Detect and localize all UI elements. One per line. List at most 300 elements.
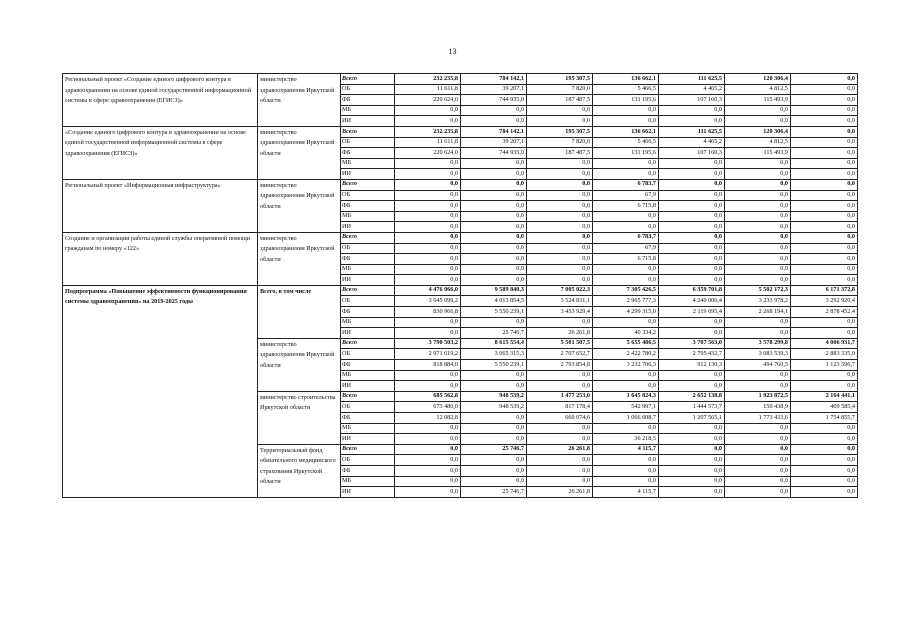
amount-cell: 3 232 706,3 bbox=[593, 360, 659, 371]
responsible-executor-cell: министерство здравоохранения Иркутской области bbox=[258, 179, 341, 232]
amount-cell: 0,0 bbox=[461, 455, 527, 466]
amount-cell: 3 707 563,0 bbox=[659, 338, 725, 349]
amount-cell: 0,0 bbox=[659, 179, 725, 190]
amount-cell: 0,0 bbox=[527, 434, 593, 445]
amount-cell: 36 218,5 bbox=[593, 434, 659, 445]
amount-cell: 0,0 bbox=[593, 158, 659, 169]
amount-cell: 0,0 bbox=[527, 201, 593, 212]
amount-cell: 0,0 bbox=[725, 317, 791, 328]
amount-cell: 0,0 bbox=[461, 381, 527, 392]
funding-source-cell: ОБ bbox=[341, 137, 395, 148]
amount-cell: 0,0 bbox=[791, 179, 858, 190]
amount-cell: 4 476 066,0 bbox=[395, 285, 461, 296]
amount-cell: 3 065 315,3 bbox=[461, 349, 527, 360]
page-number: 13 bbox=[448, 47, 457, 56]
amount-cell: 0,0 bbox=[659, 434, 725, 445]
program-name-cell: Создание и организации работы единой службы оперативной помощи гражданам по номеру «122» bbox=[63, 232, 258, 285]
amount-cell: 0,0 bbox=[593, 264, 659, 275]
amount-cell: 0,0 bbox=[659, 370, 725, 381]
amount-cell: 0,0 bbox=[461, 465, 527, 476]
amount-cell: 0,0 bbox=[725, 169, 791, 180]
amount-cell: 0,0 bbox=[659, 487, 725, 498]
amount-cell: 0,0 bbox=[659, 222, 725, 233]
program-name-cell: Подпрограмма «Повышение эффективности функционирования системы здравоохранения» на 2019-2025 годы bbox=[63, 285, 258, 497]
amount-cell: 0,0 bbox=[395, 317, 461, 328]
amount-cell: 0,0 bbox=[791, 317, 858, 328]
amount-cell: 0,0 bbox=[725, 476, 791, 487]
amount-cell: 115 493,9 bbox=[725, 148, 791, 159]
amount-cell: 0,0 bbox=[527, 211, 593, 222]
amount-cell: 120 306,4 bbox=[725, 74, 791, 85]
amount-cell: 0,0 bbox=[395, 434, 461, 445]
amount-cell: 26 261,8 bbox=[527, 487, 593, 498]
amount-cell: 7 820,0 bbox=[527, 137, 593, 148]
amount-cell: 0,0 bbox=[659, 444, 725, 455]
amount-cell: 0,0 bbox=[461, 434, 527, 445]
funding-source-cell: ОБ bbox=[341, 296, 395, 307]
funding-source-cell: ИИ bbox=[341, 222, 395, 233]
amount-cell: 0,0 bbox=[791, 95, 858, 106]
amount-cell: 817 178,4 bbox=[527, 402, 593, 413]
amount-cell: 0,0 bbox=[395, 254, 461, 265]
amount-cell: 0,0 bbox=[527, 455, 593, 466]
amount-cell: 0,0 bbox=[659, 190, 725, 201]
amount-cell: 0,0 bbox=[395, 158, 461, 169]
amount-cell: 39 207,1 bbox=[461, 137, 527, 148]
amount-cell: 4 812,5 bbox=[725, 137, 791, 148]
amount-cell: 232 235,8 bbox=[395, 74, 461, 85]
amount-cell: 25 746,7 bbox=[461, 328, 527, 339]
amount-cell: 4 465,2 bbox=[659, 137, 725, 148]
amount-cell: 136 662,1 bbox=[593, 126, 659, 137]
amount-cell: 0,0 bbox=[725, 243, 791, 254]
funding-source-cell: ИИ bbox=[341, 381, 395, 392]
amount-cell: 0,0 bbox=[395, 243, 461, 254]
amount-cell: 0,0 bbox=[791, 201, 858, 212]
amount-cell: 4 115,7 bbox=[593, 487, 659, 498]
amount-cell: 0,0 bbox=[725, 105, 791, 116]
amount-cell: 0,0 bbox=[527, 476, 593, 487]
amount-cell: 195 307,5 bbox=[527, 74, 593, 85]
funding-source-cell: ОБ bbox=[341, 190, 395, 201]
amount-cell: 1 123 596,7 bbox=[791, 360, 858, 371]
table-row bbox=[63, 179, 858, 190]
amount-cell: 784 142,1 bbox=[461, 74, 527, 85]
funding-source-cell: ФБ bbox=[341, 254, 395, 265]
amount-cell: 0,0 bbox=[395, 264, 461, 275]
funding-source-cell: Всего bbox=[341, 391, 395, 402]
amount-cell: 67,9 bbox=[593, 190, 659, 201]
responsible-executor-cell: министерство строительства Иркутской области bbox=[258, 391, 341, 444]
amount-cell: 0,0 bbox=[461, 254, 527, 265]
amount-cell: 0,0 bbox=[461, 264, 527, 275]
amount-cell: 660 074,6 bbox=[527, 413, 593, 424]
program-name-cell: Региональный проект «Создание единого цифрового контура в здравоохранении на основе единой государственной информационной системы в сфере здравоохранения (ЕГИСЗ)» bbox=[63, 74, 258, 127]
amount-cell: 1 923 872,5 bbox=[725, 391, 791, 402]
amount-cell: 3 083 539,3 bbox=[725, 349, 791, 360]
funding-source-cell: ФБ bbox=[341, 307, 395, 318]
amount-cell: 0,0 bbox=[527, 190, 593, 201]
amount-cell: 5 655 486,5 bbox=[593, 338, 659, 349]
amount-cell: 0,0 bbox=[461, 179, 527, 190]
amount-cell: 107 160,3 bbox=[659, 148, 725, 159]
amount-cell: 0,0 bbox=[395, 222, 461, 233]
amount-cell: 0,0 bbox=[725, 370, 791, 381]
amount-cell: 685 562,8 bbox=[395, 391, 461, 402]
amount-cell: 0,0 bbox=[791, 190, 858, 201]
funding-source-cell: Всего bbox=[341, 179, 395, 190]
amount-cell: 5 502 172,3 bbox=[725, 285, 791, 296]
amount-cell: 0,0 bbox=[527, 370, 593, 381]
amount-cell: 0,0 bbox=[395, 444, 461, 455]
amount-cell: 0,0 bbox=[791, 381, 858, 392]
amount-cell: 0,0 bbox=[791, 126, 858, 137]
amount-cell: 0,0 bbox=[659, 328, 725, 339]
amount-cell: 0,0 bbox=[659, 232, 725, 243]
amount-cell: 7 005 022,3 bbox=[527, 285, 593, 296]
amount-cell: 25 746,7 bbox=[461, 444, 527, 455]
amount-cell: 494 760,5 bbox=[725, 360, 791, 371]
amount-cell: 2 878 452,4 bbox=[791, 307, 858, 318]
responsible-executor-cell: министерство здравоохранения Иркутской области bbox=[258, 74, 341, 127]
amount-cell: 7 820,0 bbox=[527, 84, 593, 95]
amount-cell: 0,0 bbox=[395, 465, 461, 476]
amount-cell: 0,0 bbox=[791, 423, 858, 434]
amount-cell: 3 233 978,2 bbox=[725, 296, 791, 307]
funding-source-cell: МБ bbox=[341, 423, 395, 434]
amount-cell: 7 305 426,5 bbox=[593, 285, 659, 296]
amount-cell: 26 261,8 bbox=[527, 328, 593, 339]
amount-cell: 0,0 bbox=[593, 116, 659, 127]
amount-cell: 0,0 bbox=[791, 275, 858, 286]
amount-cell: 0,0 bbox=[725, 444, 791, 455]
amount-cell: 0,0 bbox=[791, 158, 858, 169]
amount-cell: 0,0 bbox=[395, 190, 461, 201]
amount-cell: 912 130,3 bbox=[659, 360, 725, 371]
amount-cell: 0,0 bbox=[395, 179, 461, 190]
amount-cell: 0,0 bbox=[527, 381, 593, 392]
amount-cell: 2 965 777,3 bbox=[593, 296, 659, 307]
amount-cell: 8 615 554,4 bbox=[461, 338, 527, 349]
amount-cell: 0,0 bbox=[659, 105, 725, 116]
amount-cell: 6 783,7 bbox=[593, 232, 659, 243]
amount-cell: 0,0 bbox=[725, 179, 791, 190]
amount-cell: 0,0 bbox=[791, 264, 858, 275]
amount-cell: 111 625,5 bbox=[659, 126, 725, 137]
amount-cell: 0,0 bbox=[791, 222, 858, 233]
amount-cell: 0,0 bbox=[659, 211, 725, 222]
amount-cell: 0,0 bbox=[659, 264, 725, 275]
amount-cell: 0,0 bbox=[725, 222, 791, 233]
amount-cell: 744 935,0 bbox=[461, 95, 527, 106]
amount-cell: 0,0 bbox=[725, 423, 791, 434]
amount-cell: 39 207,1 bbox=[461, 84, 527, 95]
amount-cell: 6 783,7 bbox=[593, 179, 659, 190]
amount-cell: 0,0 bbox=[791, 232, 858, 243]
funding-source-cell: МБ bbox=[341, 317, 395, 328]
amount-cell: 0,0 bbox=[593, 476, 659, 487]
amount-cell: 0,0 bbox=[461, 243, 527, 254]
table-row bbox=[63, 126, 858, 137]
amount-cell: 0,0 bbox=[395, 169, 461, 180]
amount-cell: 0,0 bbox=[461, 423, 527, 434]
amount-cell: 232 235,8 bbox=[395, 126, 461, 137]
funding-source-cell: ИИ bbox=[341, 434, 395, 445]
funding-source-cell: ИИ bbox=[341, 169, 395, 180]
funding-source-cell: ФБ bbox=[341, 201, 395, 212]
amount-cell: 0,0 bbox=[725, 434, 791, 445]
amount-cell: 2 707 652,7 bbox=[527, 349, 593, 360]
funding-source-cell: ИИ bbox=[341, 328, 395, 339]
responsible-executor-cell: министерство здравоохранения Иркутской области bbox=[258, 232, 341, 285]
amount-cell: 0,0 bbox=[395, 476, 461, 487]
amount-cell: 0,0 bbox=[527, 465, 593, 476]
responsible-executor-cell: Территориальный фонд обязательного медицинского страхования Иркутской области bbox=[258, 444, 341, 497]
amount-cell: 0,0 bbox=[527, 264, 593, 275]
amount-cell: 0,0 bbox=[527, 169, 593, 180]
amount-cell: 0,0 bbox=[527, 254, 593, 265]
funding-source-cell: ОБ bbox=[341, 243, 395, 254]
amount-cell: 6 359 701,8 bbox=[659, 285, 725, 296]
amount-cell: 744 935,0 bbox=[461, 148, 527, 159]
amount-cell: 2 119 695,4 bbox=[659, 307, 725, 318]
amount-cell: 1 444 573,7 bbox=[659, 402, 725, 413]
amount-cell: 150 438,9 bbox=[725, 402, 791, 413]
funding-source-cell: ФБ bbox=[341, 360, 395, 371]
amount-cell: 0,0 bbox=[527, 317, 593, 328]
amount-cell: 2 268 194,1 bbox=[725, 307, 791, 318]
funding-source-cell: ОБ bbox=[341, 402, 395, 413]
amount-cell: 0,0 bbox=[791, 476, 858, 487]
amount-cell: 0,0 bbox=[527, 179, 593, 190]
amount-cell: 0,0 bbox=[791, 254, 858, 265]
amount-cell: 1 773 433,6 bbox=[725, 413, 791, 424]
amount-cell: 0,0 bbox=[659, 275, 725, 286]
amount-cell: 0,0 bbox=[593, 275, 659, 286]
amount-cell: 2 652 138,8 bbox=[659, 391, 725, 402]
amount-cell: 131 195,6 bbox=[593, 95, 659, 106]
responsible-executor-cell: министерство здравоохранения Иркутской области bbox=[258, 126, 341, 179]
amount-cell: 948 539,2 bbox=[461, 402, 527, 413]
amount-cell: 0,0 bbox=[791, 328, 858, 339]
amount-cell: 784 142,1 bbox=[461, 126, 527, 137]
table-row bbox=[63, 285, 858, 296]
amount-cell: 2 971 619,2 bbox=[395, 349, 461, 360]
amount-cell: 0,0 bbox=[791, 444, 858, 455]
amount-cell: 4 465,2 bbox=[659, 84, 725, 95]
amount-cell: 0,0 bbox=[791, 370, 858, 381]
table-row bbox=[63, 232, 858, 243]
amount-cell: 4 812,5 bbox=[725, 84, 791, 95]
funding-source-cell: ИИ bbox=[341, 487, 395, 498]
amount-cell: 0,0 bbox=[659, 423, 725, 434]
funding-source-cell: ИИ bbox=[341, 275, 395, 286]
amount-cell: 4 240 006,4 bbox=[659, 296, 725, 307]
amount-cell: 0,0 bbox=[461, 476, 527, 487]
amount-cell: 220 624,0 bbox=[395, 148, 461, 159]
amount-cell: 1 645 824,3 bbox=[593, 391, 659, 402]
amount-cell: 0,0 bbox=[527, 243, 593, 254]
amount-cell: 0,0 bbox=[593, 370, 659, 381]
program-name-cell: Региональный проект «Информационная инфраструктура» bbox=[63, 179, 258, 232]
responsible-executor-cell: Всего, в том числе bbox=[258, 285, 341, 338]
amount-cell: 0,0 bbox=[791, 211, 858, 222]
amount-cell: 2 422 780,2 bbox=[593, 349, 659, 360]
funding-source-cell: МБ bbox=[341, 105, 395, 116]
amount-cell: 26 261,8 bbox=[527, 444, 593, 455]
amount-cell: 120 306,4 bbox=[725, 126, 791, 137]
amount-cell: 0,0 bbox=[461, 317, 527, 328]
funding-source-cell: Всего bbox=[341, 74, 395, 85]
amount-cell: 0,0 bbox=[461, 158, 527, 169]
amount-cell: 0,0 bbox=[593, 105, 659, 116]
amount-cell: 115 493,9 bbox=[725, 95, 791, 106]
amount-cell: 5 550 239,1 bbox=[461, 307, 527, 318]
amount-cell: 0,0 bbox=[725, 211, 791, 222]
program-name-cell: «Создание единого цифрового контура в здравоохранении на основе единой государственной информационной системы в сфере здравоохранения (ЕГИСЗ)» bbox=[63, 126, 258, 179]
funding-source-cell: ИИ bbox=[341, 116, 395, 127]
amount-cell: 0,0 bbox=[725, 158, 791, 169]
amount-cell: 2 164 441,1 bbox=[791, 391, 858, 402]
amount-cell: 0,0 bbox=[659, 465, 725, 476]
amount-cell: 0,0 bbox=[461, 211, 527, 222]
amount-cell: 136 662,1 bbox=[593, 74, 659, 85]
amount-cell: 0,0 bbox=[593, 455, 659, 466]
funding-source-cell: ФБ bbox=[341, 148, 395, 159]
amount-cell: 0,0 bbox=[527, 423, 593, 434]
amount-cell: 195 307,5 bbox=[527, 126, 593, 137]
amount-cell: 0,0 bbox=[791, 84, 858, 95]
amount-cell: 0,0 bbox=[527, 158, 593, 169]
amount-cell: 0,0 bbox=[395, 370, 461, 381]
amount-cell: 2 793 854,8 bbox=[527, 360, 593, 371]
amount-cell: 0,0 bbox=[395, 116, 461, 127]
amount-cell: 0,0 bbox=[395, 381, 461, 392]
amount-cell: 0,0 bbox=[395, 455, 461, 466]
amount-cell: 1 754 855,7 bbox=[791, 413, 858, 424]
amount-cell: 107 160,3 bbox=[659, 95, 725, 106]
amount-cell: 0,0 bbox=[527, 222, 593, 233]
amount-cell: 0,0 bbox=[593, 465, 659, 476]
amount-cell: 0,0 bbox=[593, 381, 659, 392]
amount-cell: 0,0 bbox=[659, 455, 725, 466]
amount-cell: 0,0 bbox=[527, 105, 593, 116]
amount-cell: 0,0 bbox=[791, 169, 858, 180]
amount-cell: 5 550 239,1 bbox=[461, 360, 527, 371]
amount-cell: 0,0 bbox=[791, 243, 858, 254]
amount-cell: 0,0 bbox=[725, 201, 791, 212]
amount-cell: 2 795 432,7 bbox=[659, 349, 725, 360]
amount-cell: 0,0 bbox=[791, 487, 858, 498]
amount-cell: 6 715,8 bbox=[593, 201, 659, 212]
amount-cell: 0,0 bbox=[461, 370, 527, 381]
amount-cell: 0,0 bbox=[725, 455, 791, 466]
amount-cell: 0,0 bbox=[593, 211, 659, 222]
amount-cell: 0,0 bbox=[395, 275, 461, 286]
amount-cell: 818 884,0 bbox=[395, 360, 461, 371]
amount-cell: 3 790 503,2 bbox=[395, 338, 461, 349]
amount-cell: 0,0 bbox=[461, 169, 527, 180]
amount-cell: 0,0 bbox=[659, 317, 725, 328]
funding-source-cell: ОБ bbox=[341, 455, 395, 466]
amount-cell: 1 066 608,7 bbox=[593, 413, 659, 424]
amount-cell: 0,0 bbox=[593, 169, 659, 180]
funding-source-cell: МБ bbox=[341, 158, 395, 169]
funding-source-cell: Всего bbox=[341, 338, 395, 349]
amount-cell: 0,0 bbox=[725, 190, 791, 201]
amount-cell: 4 115,7 bbox=[593, 444, 659, 455]
amount-cell: 0,0 bbox=[527, 275, 593, 286]
funding-source-cell: МБ bbox=[341, 264, 395, 275]
amount-cell: 1 477 253,0 bbox=[527, 391, 593, 402]
amount-cell: 0,0 bbox=[461, 201, 527, 212]
amount-cell: 220 624,0 bbox=[395, 95, 461, 106]
amount-cell: 4 006 931,7 bbox=[791, 338, 858, 349]
amount-cell: 3 292 920,4 bbox=[791, 296, 858, 307]
amount-cell: 0,0 bbox=[659, 381, 725, 392]
amount-cell: 0,0 bbox=[395, 328, 461, 339]
amount-cell: 0,0 bbox=[461, 275, 527, 286]
amount-cell: 5 501 507,5 bbox=[527, 338, 593, 349]
amount-cell: 0,0 bbox=[593, 222, 659, 233]
amount-cell: 9 589 840,3 bbox=[461, 285, 527, 296]
amount-cell: 0,0 bbox=[593, 423, 659, 434]
table-row bbox=[63, 74, 858, 85]
amount-cell: 0,0 bbox=[725, 254, 791, 265]
amount-cell: 0,0 bbox=[593, 317, 659, 328]
amount-cell: 5 466,5 bbox=[593, 84, 659, 95]
funding-source-cell: МБ bbox=[341, 211, 395, 222]
amount-cell: 0,0 bbox=[791, 465, 858, 476]
amount-cell: 0,0 bbox=[395, 423, 461, 434]
amount-cell: 0,0 bbox=[395, 211, 461, 222]
funding-source-cell: ФБ bbox=[341, 413, 395, 424]
amount-cell: 0,0 bbox=[725, 264, 791, 275]
amount-cell: 0,0 bbox=[461, 116, 527, 127]
funding-source-cell: МБ bbox=[341, 370, 395, 381]
amount-cell: 0,0 bbox=[791, 137, 858, 148]
amount-cell: 4 299 315,0 bbox=[593, 307, 659, 318]
amount-cell: 0,0 bbox=[395, 201, 461, 212]
amount-cell: 0,0 bbox=[791, 105, 858, 116]
funding-source-cell: ФБ bbox=[341, 95, 395, 106]
amount-cell: 5 466,5 bbox=[593, 137, 659, 148]
amount-cell: 0,0 bbox=[659, 201, 725, 212]
amount-cell: 6 715,8 bbox=[593, 254, 659, 265]
amount-cell: 11 611,8 bbox=[395, 137, 461, 148]
amount-cell: 25 746,7 bbox=[461, 487, 527, 498]
amount-cell: 0,0 bbox=[461, 232, 527, 243]
funding-source-cell: ОБ bbox=[341, 84, 395, 95]
amount-cell: 12 082,8 bbox=[395, 413, 461, 424]
amount-cell: 187 487,5 bbox=[527, 148, 593, 159]
amount-cell: 131 195,6 bbox=[593, 148, 659, 159]
funding-source-cell: ФБ bbox=[341, 465, 395, 476]
amount-cell: 0,0 bbox=[791, 74, 858, 85]
amount-cell: 1 207 565,1 bbox=[659, 413, 725, 424]
funding-source-cell: Всего bbox=[341, 285, 395, 296]
amount-cell: 0,0 bbox=[659, 254, 725, 265]
amount-cell: 0,0 bbox=[395, 232, 461, 243]
amount-cell: 67,9 bbox=[593, 243, 659, 254]
amount-cell: 0,0 bbox=[725, 487, 791, 498]
amount-cell: 542 997,1 bbox=[593, 402, 659, 413]
amount-cell: 0,0 bbox=[791, 434, 858, 445]
amount-cell: 2 883 335,0 bbox=[791, 349, 858, 360]
amount-cell: 3 645 099,2 bbox=[395, 296, 461, 307]
funding-source-cell: Всего bbox=[341, 232, 395, 243]
amount-cell: 0,0 bbox=[725, 328, 791, 339]
